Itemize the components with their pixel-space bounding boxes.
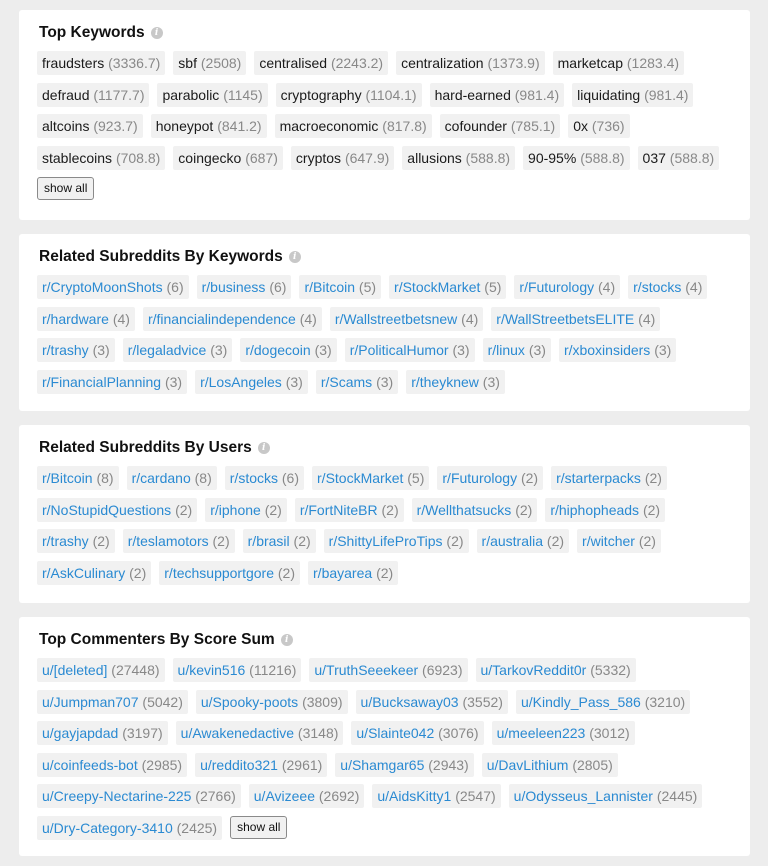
tag-count: (2)	[264, 501, 282, 518]
link-tag[interactable]	[37, 307, 135, 331]
link-tag[interactable]	[196, 690, 348, 714]
tag-name[interactable]: u/Avizeee	[253, 788, 315, 804]
tag-name: 0x	[573, 118, 588, 134]
commenter-list	[37, 658, 732, 847]
link-tag[interactable]	[295, 498, 404, 522]
tag-count: (6)	[269, 279, 287, 295]
tag-name: stablecoins	[42, 149, 113, 166]
tag-count: (6923)	[422, 662, 463, 678]
tag-name[interactable]: u/DavLithium	[486, 756, 569, 773]
link-tag[interactable]	[406, 370, 505, 394]
tag-count: (5)	[358, 279, 377, 295]
info-icon[interactable]: i	[281, 634, 293, 646]
tag-name[interactable]: r/ShittyLifeProTips	[328, 533, 443, 549]
link-tag[interactable]	[316, 370, 398, 394]
tag-count: (3148)	[297, 725, 339, 741]
tag-count: (3)	[314, 342, 332, 358]
tag-name[interactable]: r/stocks	[633, 279, 682, 295]
keyword-tag	[396, 51, 545, 75]
link-tag[interactable]	[514, 275, 620, 299]
tag-name: cofounder	[444, 118, 507, 134]
link-tag[interactable]	[628, 275, 707, 299]
link-tag[interactable]	[516, 690, 690, 714]
tag-count: (736)	[591, 118, 625, 134]
top-commenters-card	[19, 617, 750, 856]
tag-name[interactable]: r/linux	[487, 342, 525, 358]
link-tag[interactable]	[577, 529, 661, 553]
link-tag[interactable]	[492, 721, 635, 745]
tag-count: (2)	[293, 533, 311, 549]
tag-name[interactable]: u/Spooky-poots	[200, 693, 299, 710]
tag-name[interactable]: u/[deleted]	[42, 662, 108, 678]
link-tag[interactable]	[324, 529, 469, 553]
link-tag[interactable]	[249, 784, 365, 808]
keyword-tag	[37, 51, 165, 75]
link-tag[interactable]	[225, 466, 304, 490]
tag-count: (4)	[598, 279, 616, 295]
link-tag[interactable]	[509, 784, 703, 808]
related-by-keywords-title: Related Subreddits By Keywords	[39, 248, 283, 265]
tag-count: (4)	[461, 310, 479, 327]
tag-name: marketcap	[557, 55, 623, 71]
link-tag[interactable]	[127, 466, 217, 490]
tag-count: (5332)	[590, 662, 631, 678]
tag-count: (3)	[482, 373, 500, 390]
tag-count: (4)	[299, 310, 317, 327]
keyword-tag	[402, 146, 515, 170]
link-tag[interactable]	[551, 466, 667, 490]
top-keywords-card	[19, 10, 750, 220]
tag-name[interactable]: r/business	[201, 279, 266, 295]
related-subreddits-keywords-card	[19, 234, 750, 411]
tag-count: (5042)	[142, 693, 183, 710]
tag-name[interactable]: r/brasil	[247, 533, 290, 549]
tag-count: (5)	[407, 470, 425, 486]
tag-name[interactable]: r/Bitcoin	[42, 470, 93, 486]
link-tag[interactable]	[412, 498, 538, 522]
tag-count: (8)	[194, 470, 212, 486]
tag-name: honeypot	[155, 118, 214, 134]
tag-name[interactable]: r/Wellthatsucks	[416, 501, 512, 518]
tag-name[interactable]: u/AidsKitty1	[377, 788, 452, 804]
tag-name[interactable]: r/hardware	[42, 310, 109, 327]
tag-count: (1177.7)	[93, 86, 145, 103]
tag-name[interactable]: r/dogecoin	[245, 342, 311, 358]
link-tag[interactable]	[483, 338, 551, 362]
show-all-keywords-button[interactable]: show all	[37, 177, 94, 200]
tag-count: (2)	[644, 470, 662, 486]
link-tag[interactable]	[312, 466, 429, 490]
tag-name[interactable]: u/Awakenedactive	[180, 725, 295, 741]
tag-count: (981.4)	[514, 86, 560, 103]
tag-count: (2766)	[195, 788, 236, 804]
link-tag[interactable]	[240, 338, 336, 362]
tag-count: (2)	[175, 501, 193, 518]
tag-count: (2)	[446, 533, 464, 549]
tag-name[interactable]: r/australia	[481, 533, 544, 549]
link-tag[interactable]	[351, 721, 483, 745]
keyword-tag	[173, 51, 246, 75]
tag-count: (2)	[381, 501, 399, 518]
tag-name: macroeconomic	[279, 118, 379, 134]
link-tag[interactable]	[123, 529, 235, 553]
tag-name[interactable]: r/iphone	[210, 501, 261, 518]
link-tag[interactable]	[335, 753, 473, 777]
card-title	[39, 630, 732, 650]
link-tag[interactable]	[309, 658, 467, 682]
tag-name[interactable]: r/cardano	[131, 470, 191, 486]
tag-count: (2)	[212, 533, 230, 549]
card-title	[39, 23, 732, 43]
tag-name[interactable]: r/teslamotors	[127, 533, 209, 549]
link-tag[interactable]	[243, 529, 316, 553]
link-tag[interactable]	[37, 561, 151, 585]
keyword-tag	[37, 83, 149, 107]
tag-name[interactable]: r/hiphopheads	[550, 501, 640, 518]
tag-count: (817.8)	[382, 118, 427, 134]
keyword-tag	[430, 83, 565, 107]
tag-name[interactable]: r/CryptoMoonShots	[42, 279, 163, 295]
tag-count: (588.8)	[580, 149, 625, 166]
tag-count: (1145)	[223, 86, 263, 103]
tag-name[interactable]: u/coinfeeds-bot	[42, 756, 138, 773]
tag-count: (4)	[685, 279, 703, 295]
tag-count: (1104.1)	[365, 86, 417, 103]
link-tag[interactable]	[176, 721, 344, 745]
link-tag[interactable]	[308, 561, 398, 585]
tag-count: (3809)	[302, 693, 343, 710]
tag-count: (1283.4)	[626, 55, 680, 71]
link-tag[interactable]	[345, 338, 475, 362]
tag-count: (841.2)	[217, 118, 262, 134]
tag-count: (8)	[96, 470, 114, 486]
link-tag[interactable]	[476, 658, 636, 682]
tag-count: (2692)	[318, 788, 360, 804]
tag-count: (2)	[638, 533, 656, 549]
tag-name[interactable]: u/Jumpman707	[42, 693, 139, 710]
tag-name[interactable]: u/Odysseus_Lannister	[513, 788, 653, 804]
keyword-tag	[553, 51, 684, 75]
keyword-tag	[440, 114, 561, 138]
tag-count: (3)	[210, 342, 228, 358]
tag-name[interactable]: r/theyknew	[411, 373, 479, 390]
link-tag[interactable]	[389, 275, 506, 299]
tag-name[interactable]: u/Dry-Category-3410	[42, 819, 173, 836]
tag-name: fraudsters	[42, 55, 105, 71]
card-title	[39, 247, 732, 267]
tag-count: (2425)	[176, 819, 218, 836]
top-commenters-title: Top Commenters By Score Sum	[39, 631, 275, 648]
link-tag[interactable]	[37, 690, 188, 714]
tag-count: (2961)	[281, 756, 323, 773]
tag-name[interactable]: r/AskCulinary	[42, 564, 126, 581]
keyword-tag	[291, 146, 394, 170]
link-tag[interactable]	[356, 690, 508, 714]
tag-name[interactable]: r/FortNiteBR	[299, 501, 378, 518]
tag-name[interactable]: r/xboxinsiders	[563, 342, 651, 358]
tag-name[interactable]: r/starterpacks	[556, 470, 641, 486]
tag-count: (588.8)	[669, 149, 715, 166]
tag-name: coingecko	[178, 149, 242, 166]
tag-count: (2)	[642, 501, 661, 518]
link-tag[interactable]	[37, 338, 115, 362]
link-tag[interactable]	[37, 498, 197, 522]
link-tag[interactable]	[37, 529, 115, 553]
tag-count: (1373.9)	[487, 55, 540, 71]
tag-name[interactable]: u/kevin516	[177, 662, 246, 678]
tag-count: (687)	[245, 149, 278, 166]
link-tag[interactable]	[37, 466, 119, 490]
tag-name[interactable]: r/FinancialPlanning	[42, 373, 162, 390]
tag-count: (3)	[285, 373, 303, 390]
link-tag[interactable]	[195, 370, 308, 394]
tag-name: defraud	[42, 86, 90, 103]
tag-count: (4)	[638, 310, 656, 327]
keyword-tag	[151, 114, 267, 138]
tag-count: (3)	[654, 342, 672, 358]
show-all-commenters-button[interactable]: show all	[230, 816, 287, 839]
tag-name[interactable]: u/Bucksaway03	[360, 693, 459, 710]
tag-count: (11216)	[249, 662, 297, 678]
link-tag[interactable]	[159, 561, 300, 585]
keyword-tag	[157, 83, 267, 107]
tag-count: (27448)	[111, 662, 160, 678]
tag-count: (2)	[546, 533, 565, 549]
tag-name: hard-earned	[434, 86, 511, 103]
tag-count: (3)	[92, 342, 110, 358]
keyword-tag	[276, 83, 422, 107]
tag-name[interactable]: r/Futurology	[519, 279, 595, 295]
keyword-tag	[37, 114, 143, 138]
tag-name: altcoins	[42, 118, 90, 134]
link-tag[interactable]	[37, 753, 187, 777]
subreddit-list	[37, 466, 732, 592]
tag-count: (2)	[515, 501, 533, 518]
tag-count: (923.7)	[93, 118, 138, 134]
tag-name: allusions	[407, 149, 462, 166]
card-title	[39, 438, 732, 458]
keyword-tag	[572, 83, 693, 107]
tag-name[interactable]: u/meeleen223	[496, 725, 586, 741]
link-tag[interactable]	[197, 275, 292, 299]
tag-name: sbf	[178, 55, 197, 71]
tag-name[interactable]: u/Kindly_Pass_586	[520, 693, 641, 710]
tag-name: liquidating	[577, 86, 641, 103]
link-tag[interactable]	[330, 307, 483, 331]
link-tag[interactable]	[37, 370, 187, 394]
tag-name[interactable]: r/WallStreetbetsELITE	[496, 310, 635, 327]
related-subreddits-users-card	[19, 425, 750, 603]
link-tag[interactable]	[37, 721, 168, 745]
tag-name[interactable]: r/Futurology	[442, 470, 518, 486]
tag-count: (6)	[281, 470, 300, 486]
tag-name[interactable]: u/Slainte042	[356, 725, 435, 741]
tag-count: (2805)	[572, 756, 613, 773]
tag-count: (3552)	[462, 693, 503, 710]
tag-name[interactable]: u/reddito321	[200, 756, 278, 773]
keyword-list	[37, 51, 732, 177]
link-tag[interactable]	[173, 658, 302, 682]
tag-count: (785.1)	[510, 118, 556, 134]
related-by-users-title: Related Subreddits By Users	[39, 439, 252, 456]
link-tag[interactable]	[437, 466, 543, 490]
tag-name[interactable]: r/trashy	[42, 533, 89, 549]
tag-name[interactable]: u/Shamgar65	[340, 756, 425, 773]
keyword-tag	[37, 146, 165, 170]
tag-name: 037	[642, 149, 666, 166]
tag-count: (2985)	[141, 756, 183, 773]
tag-count: (3)	[376, 373, 394, 390]
tag-name: centralised	[259, 55, 328, 71]
tag-name: 90-95%	[528, 149, 577, 166]
info-icon[interactable]: i	[289, 251, 301, 263]
tag-name[interactable]: r/financialindependence	[147, 310, 296, 327]
link-tag[interactable]	[482, 753, 618, 777]
keyword-tag	[638, 146, 720, 170]
tag-name[interactable]: u/gayjapdad	[42, 725, 119, 741]
tag-name: cryptography	[280, 86, 362, 103]
link-tag[interactable]	[37, 784, 241, 808]
link-tag[interactable]	[143, 307, 322, 331]
keyword-tag	[173, 146, 283, 170]
tag-name[interactable]: r/StockMarket	[317, 470, 404, 486]
tag-name[interactable]: r/NoStupidQuestions	[42, 501, 172, 518]
tag-count: (3210)	[644, 693, 686, 710]
tag-name: centralization	[401, 55, 484, 71]
link-tag[interactable]	[559, 338, 676, 362]
keyword-tag	[568, 114, 629, 138]
tag-count: (2445)	[656, 788, 698, 804]
tag-name[interactable]: r/stocks	[229, 470, 278, 486]
keyword-tag	[275, 114, 432, 138]
tag-name[interactable]: u/TruthSeeekeer	[314, 662, 419, 678]
tag-name[interactable]: r/Scams	[320, 373, 373, 390]
tag-count: (647.9)	[344, 149, 390, 166]
tag-count: (2)	[520, 470, 539, 486]
info-icon[interactable]: i	[151, 27, 163, 39]
tag-name[interactable]: r/PoliticalHumor	[349, 342, 449, 358]
tag-name: parabolic	[162, 86, 220, 103]
tag-name[interactable]: r/StockMarket	[394, 279, 481, 295]
tag-count: (2)	[129, 564, 147, 581]
tag-count: (981.4)	[644, 86, 689, 103]
link-tag[interactable]	[195, 753, 327, 777]
link-tag[interactable]	[372, 784, 500, 808]
link-tag[interactable]	[299, 275, 381, 299]
link-tag[interactable]	[37, 816, 222, 840]
info-icon[interactable]: i	[258, 442, 270, 454]
tag-name[interactable]: r/Wallstreetbetsnew	[334, 310, 458, 327]
tag-name[interactable]: r/Bitcoin	[304, 279, 356, 295]
top-keywords-title: Top Keywords	[39, 24, 145, 41]
subreddit-list	[37, 275, 732, 401]
link-tag[interactable]	[205, 498, 287, 522]
link-tag[interactable]	[37, 658, 165, 682]
tag-name[interactable]: r/LosAngeles	[200, 373, 282, 390]
tag-count: (3012)	[589, 725, 630, 741]
tag-count: (2943)	[428, 756, 469, 773]
link-tag[interactable]	[545, 498, 665, 522]
tag-count: (3)	[452, 342, 470, 358]
tag-count: (2547)	[455, 788, 496, 804]
tag-count: (2508)	[200, 55, 242, 71]
tag-count: (3)	[164, 373, 183, 390]
tag-count: (4)	[112, 310, 130, 327]
tag-count: (708.8)	[115, 149, 161, 166]
tag-name[interactable]: r/bayarea	[313, 564, 373, 581]
link-tag[interactable]	[37, 275, 189, 299]
tag-count: (3197)	[122, 725, 163, 741]
tag-count: (3336.7)	[108, 55, 161, 71]
tag-count: (3)	[528, 342, 546, 358]
tag-count: (588.8)	[465, 149, 511, 166]
tag-name[interactable]: u/Creepy-Nectarine-225	[42, 788, 192, 804]
tag-name[interactable]: u/TarkovReddit0r	[480, 662, 587, 678]
tag-name[interactable]: r/trashy	[42, 342, 89, 358]
tag-count: (2)	[277, 564, 296, 581]
keyword-tag	[254, 51, 388, 75]
tag-count: (6)	[166, 279, 184, 295]
tag-count: (3076)	[438, 725, 479, 741]
tag-count: (5)	[484, 279, 502, 295]
tag-name: cryptos	[295, 149, 342, 166]
tag-name[interactable]: r/techsupportgore	[164, 564, 274, 581]
tag-count: (2243.2)	[330, 55, 384, 71]
tag-count: (2)	[376, 564, 394, 581]
link-tag[interactable]	[477, 529, 569, 553]
tag-count: (2)	[92, 533, 110, 549]
keyword-tag	[523, 146, 630, 170]
link-tag[interactable]	[491, 307, 660, 331]
tag-name[interactable]: r/legaladvice	[127, 342, 207, 358]
link-tag[interactable]	[123, 338, 233, 362]
tag-name[interactable]: r/witcher	[582, 533, 635, 549]
